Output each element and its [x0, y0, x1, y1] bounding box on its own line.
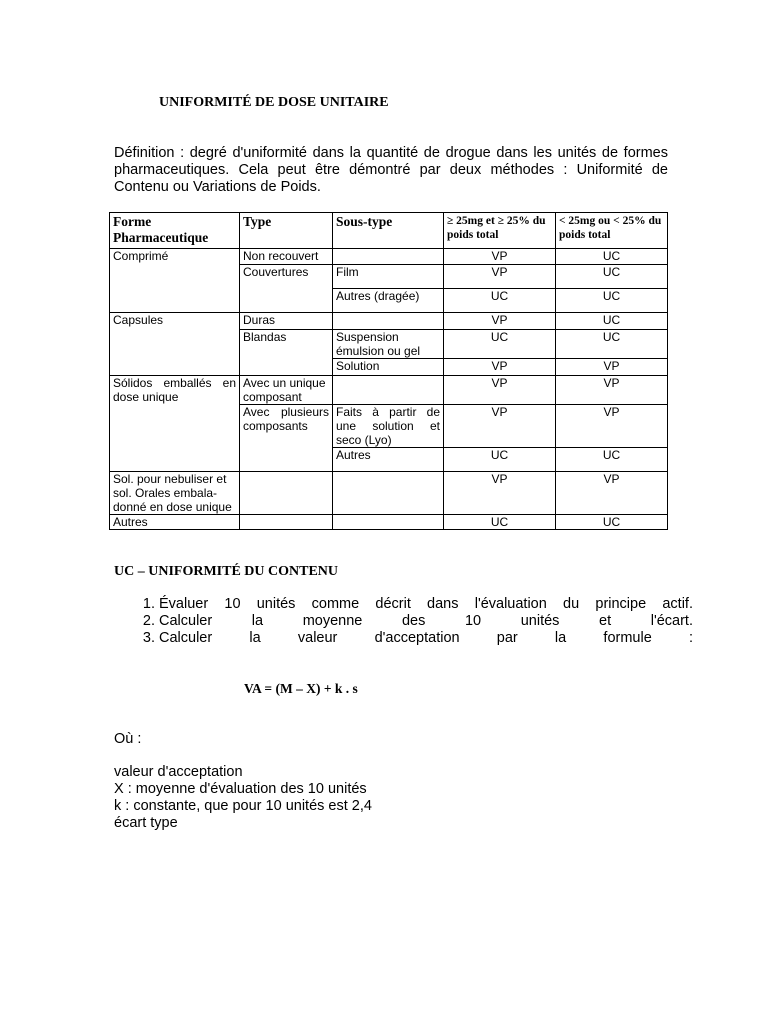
cell-lt: VP — [556, 359, 668, 376]
header-ge-25mg: ≥ 25mg et ≥ 25% du poids total — [444, 213, 556, 249]
cell-ge: VP — [444, 405, 556, 448]
table-row — [110, 249, 668, 265]
cell-ge: VP — [444, 359, 556, 376]
cell-forme: Autres — [110, 515, 240, 530]
cell-ge: VP — [444, 249, 556, 265]
cell-ge: UC — [444, 330, 556, 359]
table-row — [110, 313, 668, 330]
glossary-item: valeur d'acceptation — [114, 764, 243, 780]
cell-sous-type: Autres — [333, 448, 444, 472]
cell-type: Avec plusieurs composants — [240, 405, 333, 472]
cell-forme: Capsules — [110, 313, 240, 376]
glossary-item: k : constante, que pour 10 unités est 2,4 — [114, 798, 372, 814]
cell-ge: UC — [444, 289, 556, 313]
cell-sous-type: Faits à partir de une solution et seco (Lyo) — [333, 405, 444, 448]
glossary-item: écart type — [114, 815, 178, 831]
uc-section-title: UC – UNIFORMITÉ DU CONTENU — [114, 564, 339, 579]
cell-type — [240, 472, 333, 515]
cell-sous-type: Autres (dragée) — [333, 289, 444, 313]
cell-sous-type — [333, 313, 444, 330]
cell-type: Couvertures — [240, 265, 333, 313]
cell-ge: VP — [444, 313, 556, 330]
glossary-item: X : moyenne d'évaluation des 10 unités — [114, 781, 367, 797]
cell-lt: UC — [556, 448, 668, 472]
cell-sous-type: Solution — [333, 359, 444, 376]
cell-lt: UC — [556, 313, 668, 330]
cell-type: Duras — [240, 313, 333, 330]
header-sous-type: Sous-type — [333, 213, 444, 249]
cell-forme: Comprimé — [110, 249, 240, 313]
cell-sous-type — [333, 515, 444, 530]
cell-forme: Sólidos emballés en dose unique — [110, 376, 240, 472]
cell-lt: VP — [556, 376, 668, 405]
cell-ge: VP — [444, 376, 556, 405]
uniformity-table — [109, 212, 668, 530]
table-row — [110, 515, 668, 530]
cell-lt: UC — [556, 330, 668, 359]
cell-type: Blandas — [240, 330, 333, 376]
list-item: 1. Évaluer 10 unités comme décrit dans l'évaluation du principe actif. — [159, 596, 693, 613]
cell-lt: UC — [556, 289, 668, 313]
cell-lt: VP — [556, 472, 668, 515]
cell-sous-type: Film — [333, 265, 444, 289]
cell-sous-type — [333, 472, 444, 515]
list-item: 2. Calculer la moyenne des 10 unités et l'écart. — [159, 613, 693, 630]
table-header-row — [110, 213, 668, 249]
cell-lt: UC — [556, 249, 668, 265]
acceptance-value-formula: VA = (M – X) + k . s — [244, 681, 358, 696]
where-label: Où : — [114, 731, 142, 747]
cell-type — [240, 515, 333, 530]
cell-ge: VP — [444, 472, 556, 515]
table-row — [110, 376, 668, 405]
cell-type: Non recouvert — [240, 249, 333, 265]
cell-type: Avec un unique composant — [240, 376, 333, 405]
cell-ge: VP — [444, 265, 556, 289]
cell-lt: UC — [556, 515, 668, 530]
header-forme: Forme Pharmaceutique — [110, 213, 240, 249]
cell-ge: UC — [444, 515, 556, 530]
cell-sous-type: Suspension émulsion ou gel — [333, 330, 444, 359]
document-title: UNIFORMITÉ DE DOSE UNITAIRE — [159, 95, 389, 110]
list-item: 3. Calculer la valeur d'acceptation par la formule : — [159, 630, 693, 647]
cell-lt: UC — [556, 265, 668, 289]
uc-steps-list — [114, 596, 693, 647]
header-type: Type — [240, 213, 333, 249]
cell-sous-type — [333, 376, 444, 405]
cell-forme: Sol. pour nebuliser et sol. Orales embala-donné en dose unique — [110, 472, 240, 515]
table-row — [110, 472, 668, 515]
definition-paragraph: Définition : degré d'uniformité dans la quantité de drogue dans les unités de formes pharmaceutiques. Cela peut être démontré par deux méthodes : Uniformité de Contenu ou Variations de Poids. — [114, 145, 668, 195]
cell-ge: UC — [444, 448, 556, 472]
cell-sous-type — [333, 249, 444, 265]
cell-lt: VP — [556, 405, 668, 448]
header-lt-25mg: < 25mg ou < 25% du poids total — [556, 213, 668, 249]
